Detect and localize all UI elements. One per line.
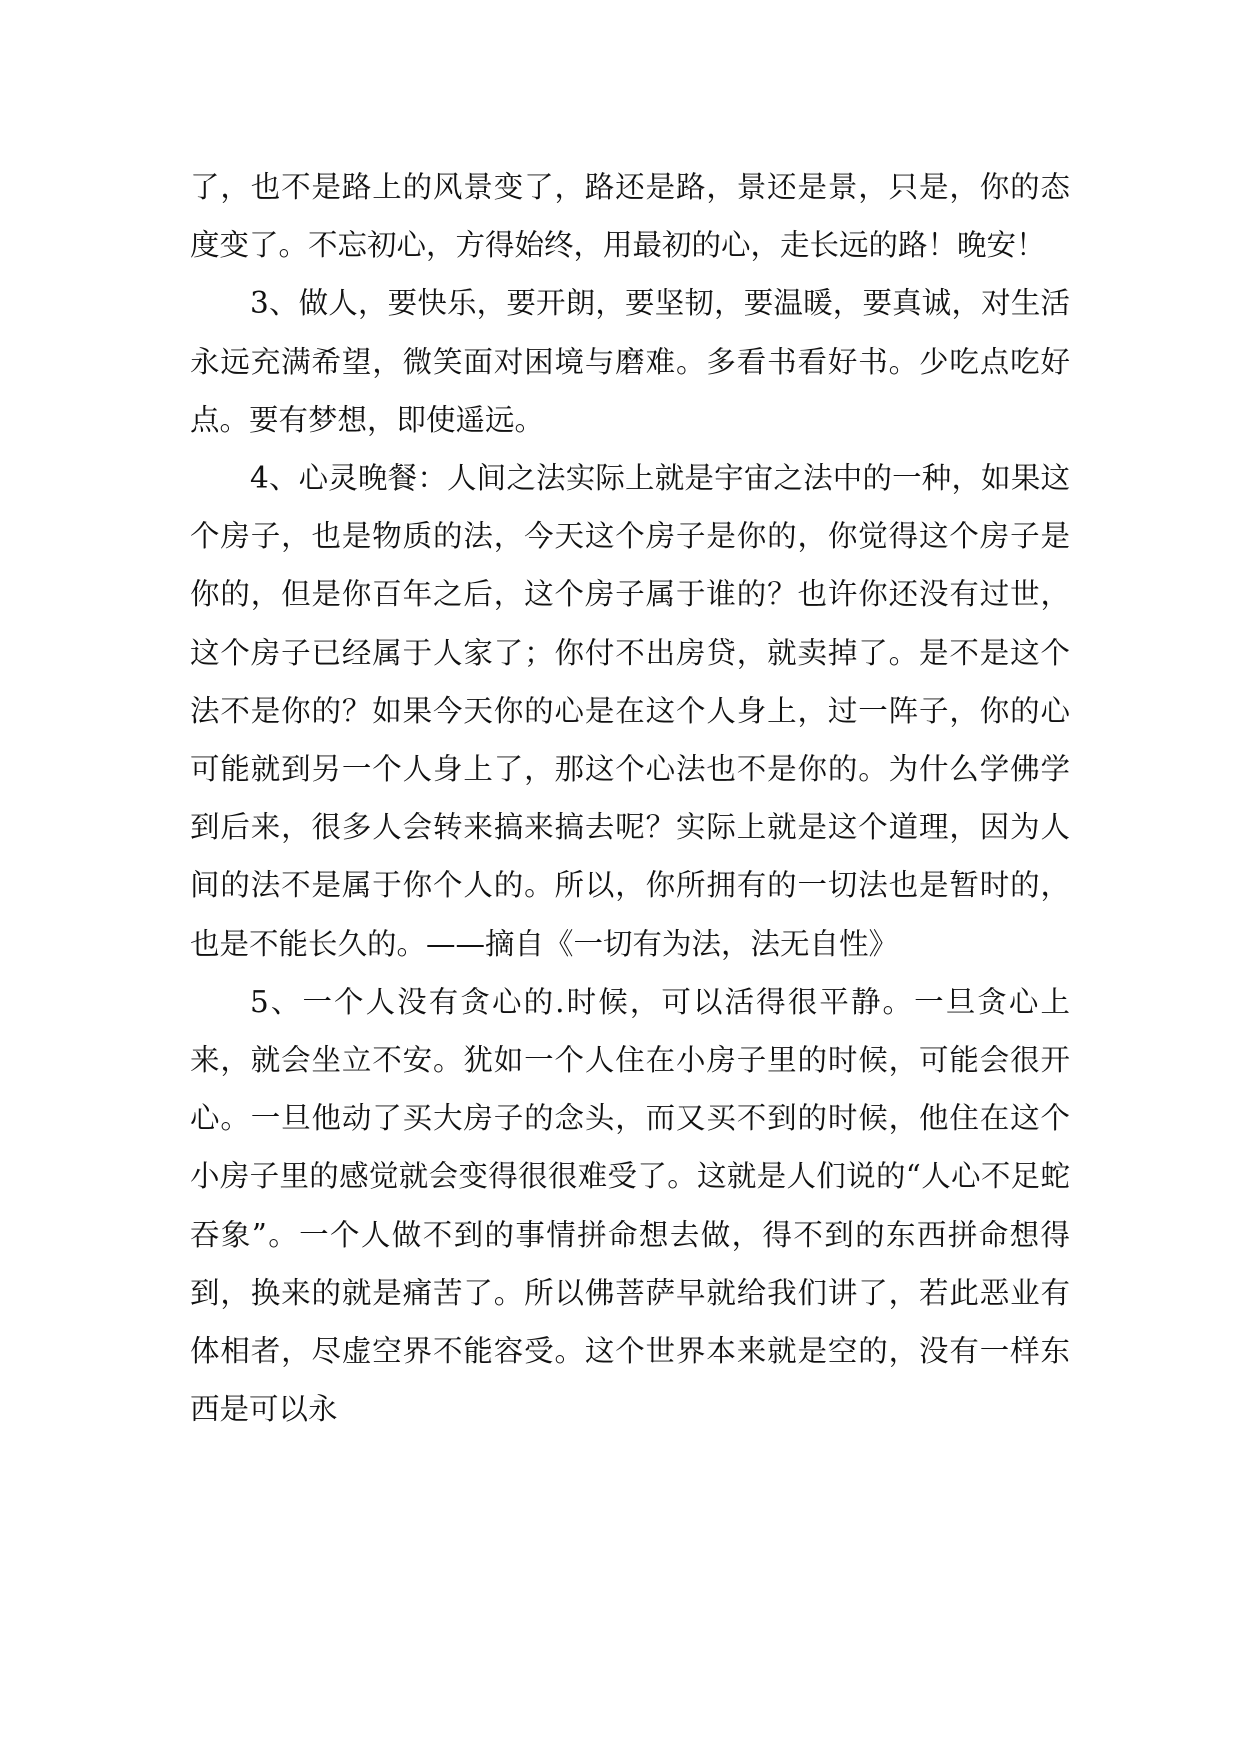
- paragraph-item-3: 3、做人，要快乐，要开朗，要坚韧，要温暖，要真诚，对生活永远充满希望，微笑面对困境与磨难。多看书看好书。少吃点吃好点。要有梦想，即使遥远。: [190, 286, 1070, 437]
- paragraph-continuation: 了，也不是路上的风景变了，路还是路，景还是景，只是，你的态度变了。不忘初心，方得始终，用最初的心，走长远的路！晚安！: [190, 170, 1070, 263]
- paragraph-item-4: 4、心灵晚餐：人间之法实际上就是宇宙之法中的一种，如果这个房子，也是物质的法，今天这个房子是你的，你觉得这个房子是你的，但是你百年之后，这个房子属于谁的？也许你还没有过世，这个房子已经属于人家了；你付不出房贷，就卖掉了。是不是这个法不是你的？如果今天你的心是在这个人身上，过一阵子，你的心可能就到另一个人身上了，那这个心法也不是你的。为什么学佛学到后来，很多人会转来搞来搞去呢？实际上就是这个道理，因为人间的法不是属于你个人的。所以，你所拥有的一切法也是暂时的，也是不能长久的。——摘自《一切有为法，法无自性》: [190, 461, 1070, 961]
- document-body: [190, 158, 1070, 1438]
- paragraph-item-5: 5、一个人没有贪心的.时候，可以活得很平静。一旦贪心上来，就会坐立不安。犹如一个人住在小房子里的时候，可能会很开心。一旦他动了买大房子的念头，而又买不到的时候，他住在这个小房子里的感觉就会变得很很难受了。这就是人们说的“人心不足蛇吞象”。一个人做不到的事情拼命想去做，得不到的东西拼命想得到，换来的就是痛苦了。所以佛菩萨早就给我们讲了，若此恶业有体相者，尽虚空界不能容受。这个世界本来就是空的，没有一样东西是可以永: [190, 984, 1070, 1427]
